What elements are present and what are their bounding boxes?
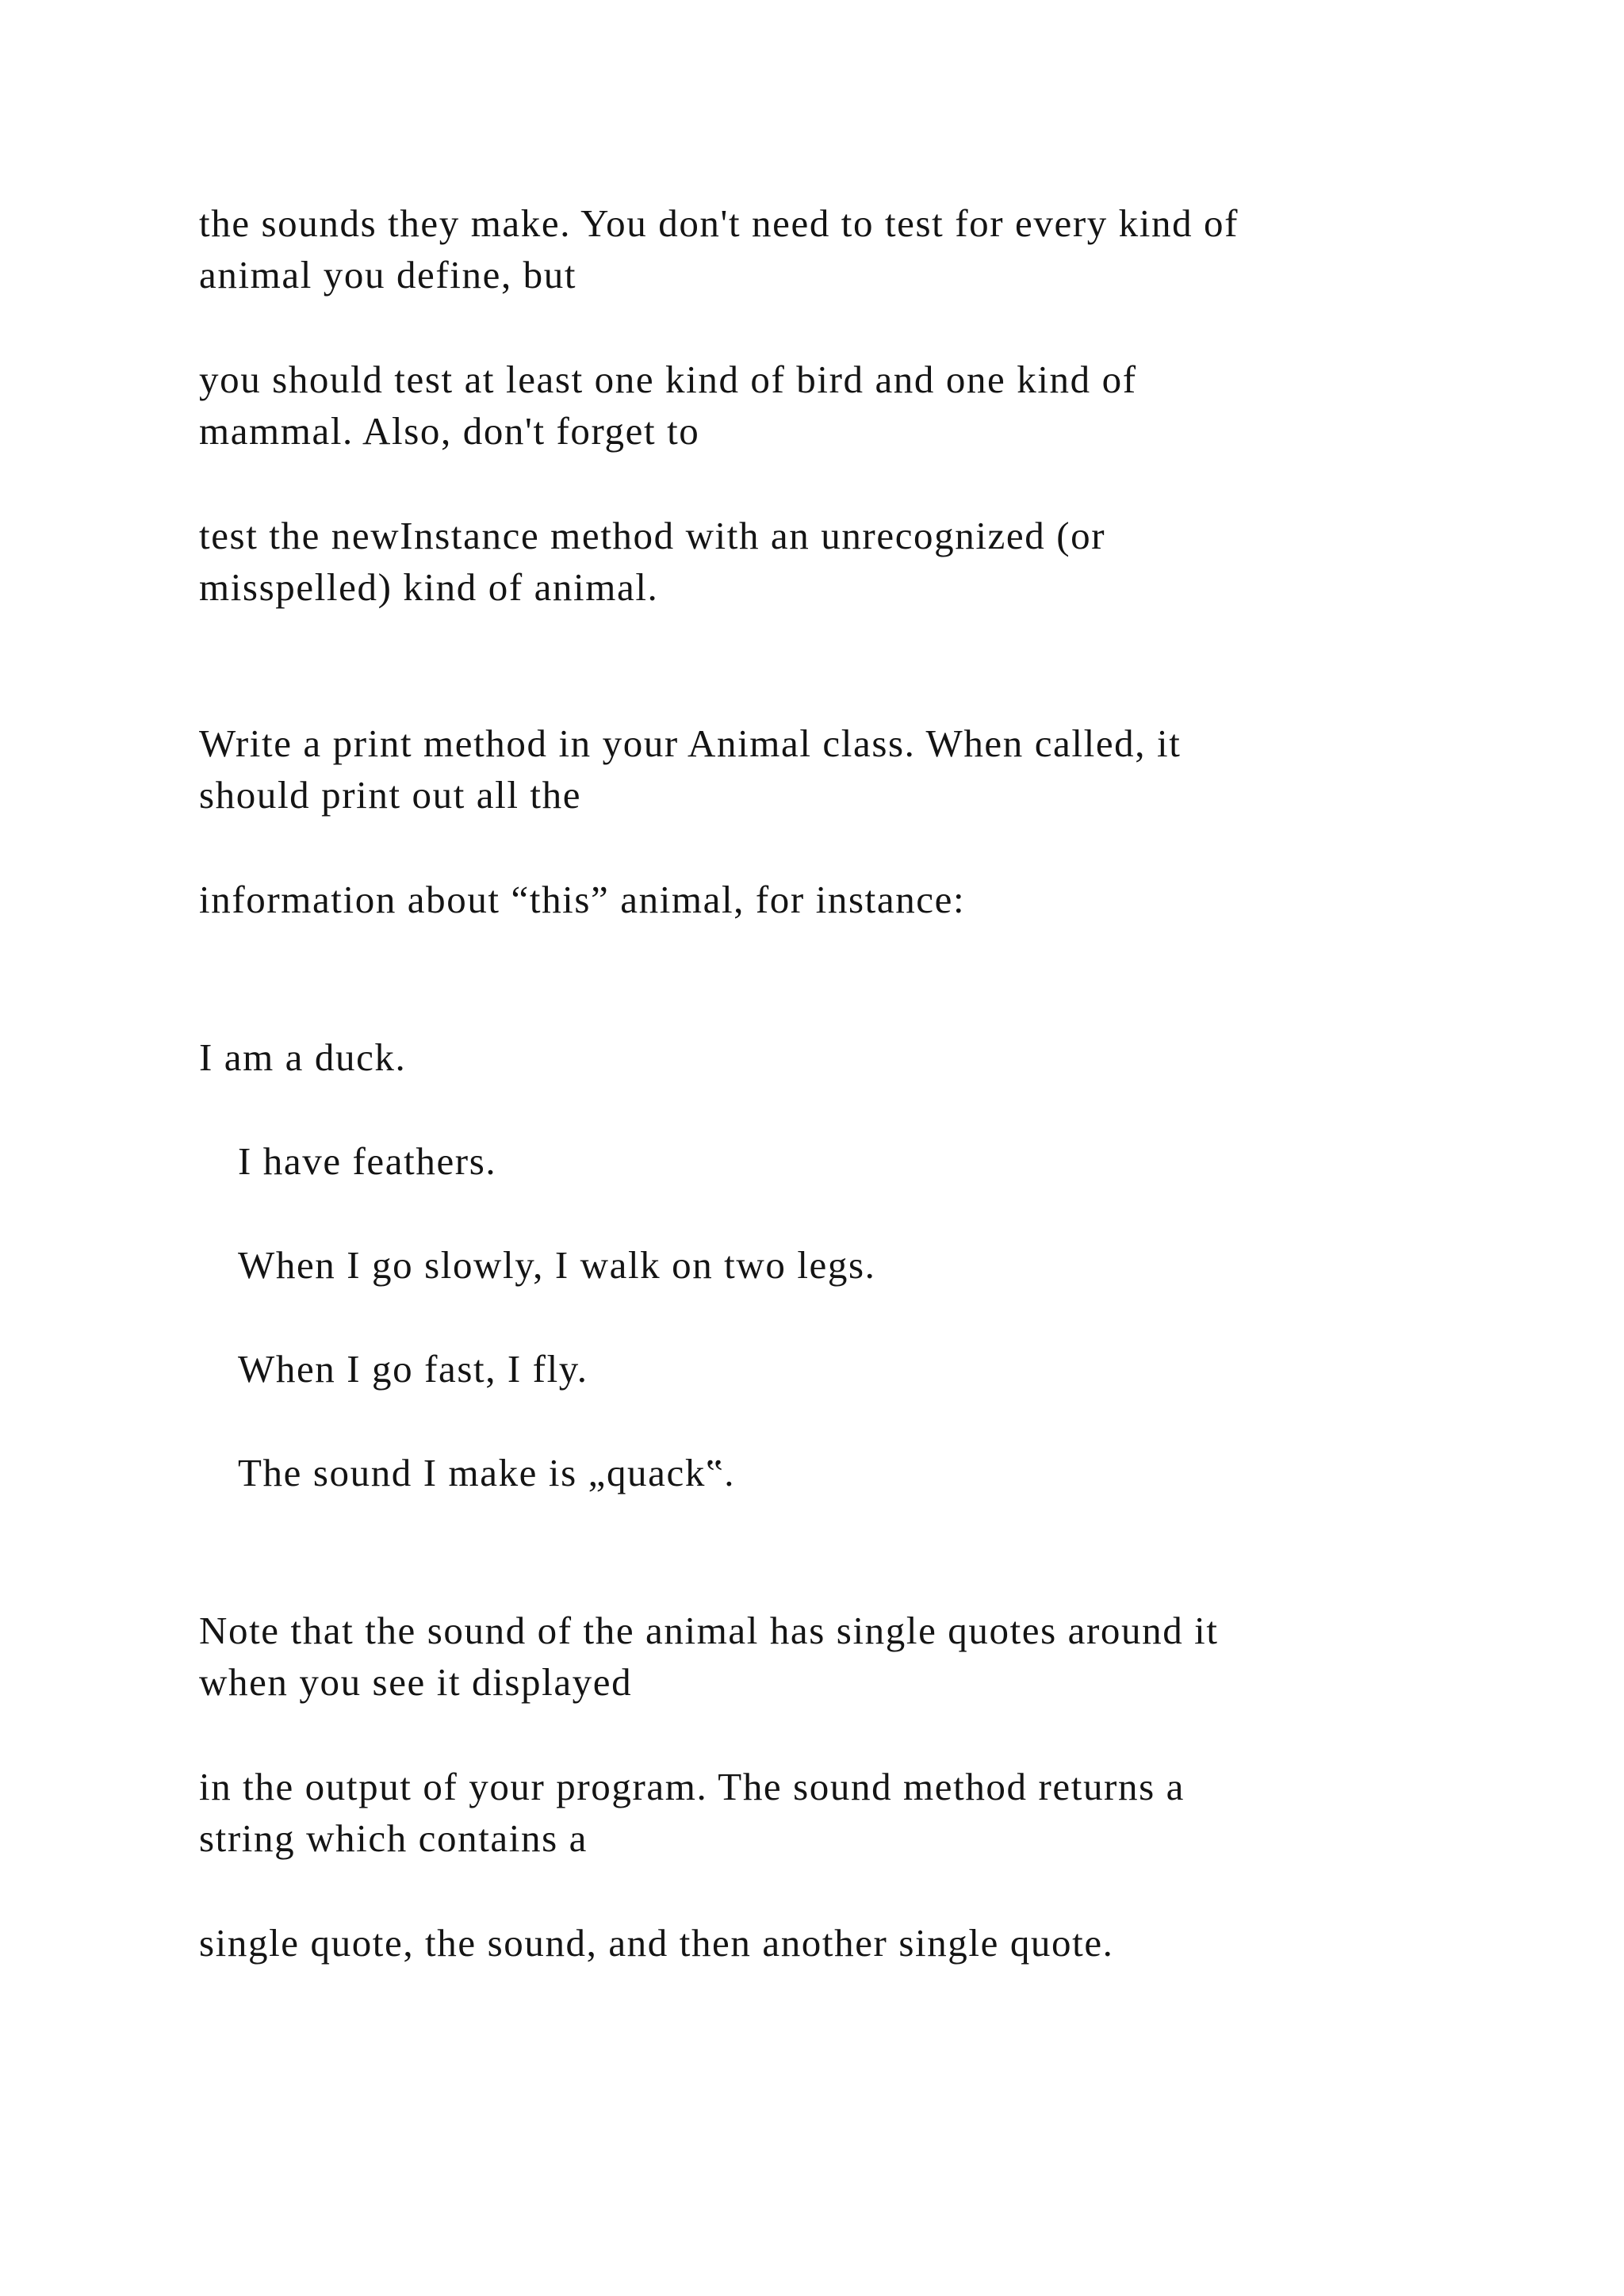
note-paragraph-2-line-2: string which contains a	[199, 1816, 588, 1860]
example-output-line-1: I am a duck.	[199, 1035, 407, 1079]
paragraph-4-line-2: should print out all the	[199, 773, 582, 817]
note-paragraph-2-line-1: in the output of your program. The sound method returns a	[199, 1765, 1185, 1808]
paragraph-3-line-2: misspelled) kind of animal.	[199, 565, 659, 609]
example-output-line-3: When I go slowly, I walk on two legs.	[238, 1243, 876, 1287]
note-paragraph-1-line-1: Note that the sound of the animal has single quotes around it	[199, 1609, 1219, 1652]
note-paragraph-3-line-1: single quote, the sound, and then another single quote.	[199, 1921, 1114, 1965]
example-output-line-5: The sound I make is „quack‟.	[238, 1451, 736, 1494]
paragraph-2-line-2: mammal. Also, don't forget to	[199, 409, 700, 453]
paragraph-5-line-1: information about “this” animal, for instance:	[199, 878, 966, 921]
note-paragraph-1-line-2: when you see it displayed	[199, 1660, 633, 1704]
paragraph-1-line-1: the sounds they make. You don't need to test for every kind of	[199, 201, 1239, 245]
paragraph-4-line-1: Write a print method in your Animal class. When called, it	[199, 721, 1182, 765]
example-output-line-4: When I go fast, I fly.	[238, 1347, 588, 1391]
example-output-line-2: I have feathers.	[238, 1139, 497, 1183]
paragraph-2-line-1: you should test at least one kind of bird and one kind of	[199, 358, 1137, 401]
paragraph-3-line-1: test the newInstance method with an unrecognized (or	[199, 514, 1106, 557]
paragraph-1-line-2: animal you define, but	[199, 253, 577, 297]
